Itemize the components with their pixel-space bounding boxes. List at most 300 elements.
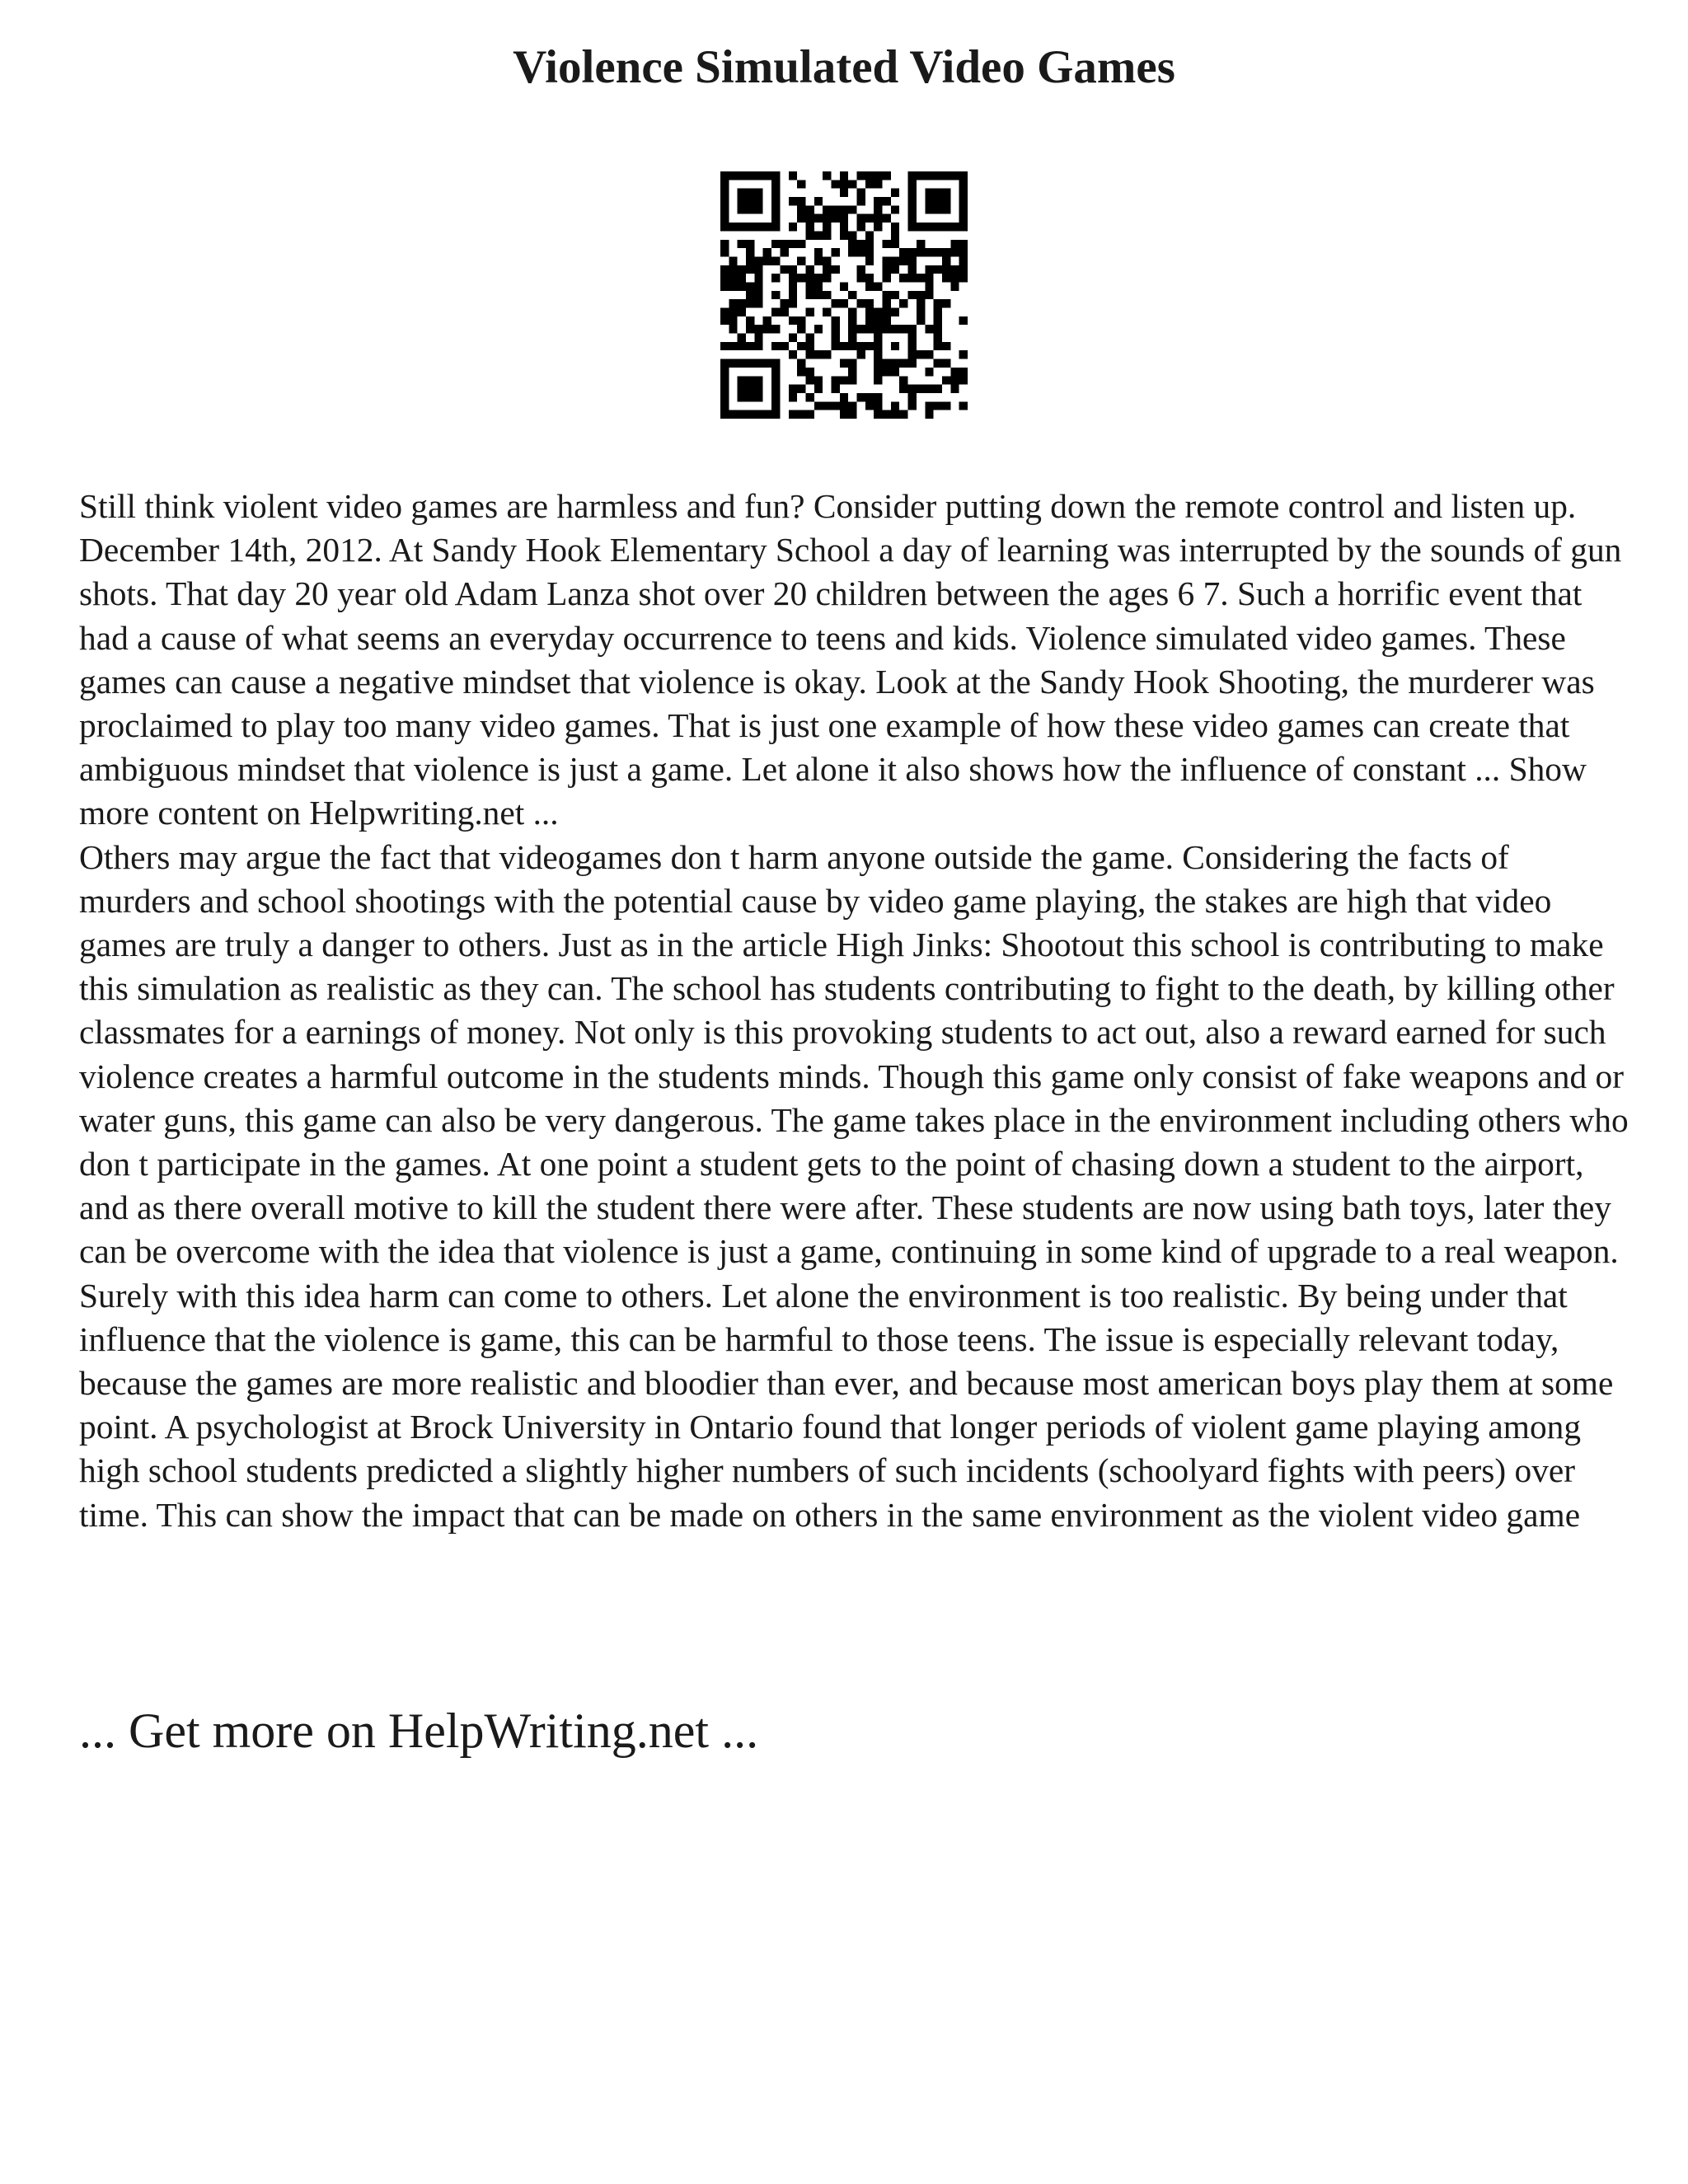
qr-module <box>950 240 959 248</box>
qr-module <box>874 180 882 188</box>
qr-module <box>959 256 968 265</box>
qr-module <box>857 240 865 248</box>
qr-module <box>805 265 814 274</box>
qr-module <box>840 401 848 410</box>
qr-module <box>840 180 848 188</box>
qr-module <box>729 342 737 350</box>
qr-module <box>814 282 823 290</box>
qr-module <box>917 240 925 248</box>
paragraph-main: Others may argue the fact that videogames don t harm anyone outside the game. Considering the facts of murders and school shootings with the potential cause by video game playing, the stakes are high that video games are truly a danger to others. Just as in the article High Jinks: Shootout this school is contributing to make this simulation as realistic as they can. The school has students contributing to fight to the death, by killing other classmates for a earnings of money. Not only is this provoking students to act out, also a reward earned for such violence creates a harmful outcome in the students minds. Though this game only consist of fake weapons and or water guns, this game can also be very dangerous. The game takes place in the environment including others who don t participate in the games. At one point a student gets to the point of chasing down a student to the airport, and as there overall motive to kill the student there were after. These students are now using bath toys, later they can be overcome with the idea that violence is just a game, continuing in some kind of upgrade to a real weapon. Surely with this idea harm can come to others. Let alone the environment is too realistic. By being under that influence that the violence is game, this can be harmful to those teens. The issue is especially relevant today, because the games are more realistic and bloodier than ever, and because most american boys play them at some point. A psychologist at Brock University in Ontario found that longer periods of violent game playing among high school students predicted a slightly higher numbers of such incidents (schoolyard fights with peers) over time. This can show the impact that can be made on others in the same environment as the violent video game <box>79 837 1629 1534</box>
qr-module <box>950 248 959 256</box>
qr-module <box>738 171 746 180</box>
qr-module <box>738 223 746 231</box>
qr-module <box>771 410 780 419</box>
qr-module <box>720 265 729 274</box>
qr-module <box>805 393 814 401</box>
qr-module <box>823 214 831 223</box>
qr-module <box>942 265 950 274</box>
qr-module <box>942 274 950 282</box>
qr-module <box>874 350 882 359</box>
qr-module <box>840 393 848 401</box>
qr-module <box>857 299 865 307</box>
qr-module <box>814 214 823 223</box>
qr-module <box>874 308 882 316</box>
qr-module <box>857 342 865 350</box>
qr-module <box>874 359 882 368</box>
qr-module <box>729 171 737 180</box>
qr-module <box>763 316 771 325</box>
qr-module <box>908 171 917 180</box>
qr-module <box>917 223 925 231</box>
qr-module <box>908 325 917 333</box>
qr-module <box>840 171 848 180</box>
paragraph-intro: Still think violent video games are harmless and fun? Consider putting down the remote control and listen up. December 14th, 2012. At Sandy Hook Elementary School a day of learning was interrupted by the sounds of gun shots. That day 20 year old Adam Lanza shot over 20 children between the ages 6 7. Such a horrific event that had a cause of what seems an everyday occurrence to teens and kids. Violence simulated video games. These games can cause a negative mindset that violence is okay. Look at the Sandy Hook Shooting, the murderer was proclaimed to play too many video games. That is just one example of how these video games can create that ambiguous mindset that violence is just a game. Let alone it also shows how the influence of constant ... Show more content on Helpwriting.net ... <box>79 487 1622 832</box>
qr-module <box>789 410 797 419</box>
qr-module <box>874 376 882 384</box>
qr-module <box>848 410 856 419</box>
qr-module <box>848 401 856 410</box>
qr-module <box>950 223 959 231</box>
qr-module <box>720 401 729 410</box>
qr-module <box>823 171 831 180</box>
qr-module <box>865 248 874 256</box>
qr-module <box>797 316 805 325</box>
qr-module <box>934 325 942 333</box>
qr-module <box>720 223 729 231</box>
qr-module <box>746 265 754 274</box>
qr-module <box>746 256 754 265</box>
qr-module <box>857 325 865 333</box>
qr-module <box>874 223 882 231</box>
qr-module <box>848 240 856 248</box>
qr-module <box>840 299 848 307</box>
qr-module <box>865 240 874 248</box>
qr-module <box>831 248 839 256</box>
qr-module <box>754 299 762 307</box>
qr-module <box>814 350 823 359</box>
qr-module <box>959 265 968 274</box>
qr-module <box>720 376 729 384</box>
qr-module <box>720 385 729 393</box>
qr-module <box>831 401 839 410</box>
qr-module <box>771 393 780 401</box>
qr-module <box>925 205 933 213</box>
qr-module <box>917 299 925 307</box>
qr-module <box>891 368 899 376</box>
qr-module <box>720 205 729 213</box>
qr-module <box>934 189 942 197</box>
qr-module <box>865 171 874 180</box>
qr-module <box>959 197 968 205</box>
qr-module <box>797 214 805 223</box>
qr-module <box>908 291 917 299</box>
qr-module <box>942 401 950 410</box>
qr-module <box>738 334 746 342</box>
qr-module <box>959 214 968 223</box>
qr-module <box>891 342 899 350</box>
qr-module <box>917 291 925 299</box>
qr-module <box>934 342 942 350</box>
qr-module <box>857 214 865 223</box>
qr-module <box>746 189 754 197</box>
qr-module <box>738 308 746 316</box>
qr-module <box>917 248 925 256</box>
qr-module <box>899 359 907 368</box>
qr-module <box>865 325 874 333</box>
qr-module <box>934 334 942 342</box>
qr-module <box>934 359 942 368</box>
qr-module <box>814 401 823 410</box>
qr-module <box>771 274 780 282</box>
qr-module <box>805 308 814 316</box>
qr-module <box>840 189 848 197</box>
qr-module <box>789 334 797 342</box>
qr-module <box>857 265 865 274</box>
qr-module <box>950 376 959 384</box>
qr-module <box>874 410 882 419</box>
qr-module <box>720 410 729 419</box>
qr-module <box>874 316 882 325</box>
qr-module <box>720 274 729 282</box>
qr-module <box>754 265 762 274</box>
qr-module <box>789 265 797 274</box>
qr-module <box>917 274 925 282</box>
qr-module <box>754 223 762 231</box>
qr-module <box>754 197 762 205</box>
qr-module <box>942 342 950 350</box>
qr-module <box>934 197 942 205</box>
qr-module <box>738 359 746 368</box>
qr-module <box>754 189 762 197</box>
qr-module <box>925 189 933 197</box>
qr-module <box>908 385 917 393</box>
qr-module <box>959 180 968 188</box>
qr-module <box>891 205 899 213</box>
qr-module <box>883 256 891 265</box>
qr-module <box>823 223 831 231</box>
qr-module <box>959 274 968 282</box>
qr-module <box>959 248 968 256</box>
qr-module <box>754 282 762 290</box>
qr-module <box>720 359 729 368</box>
qr-module <box>814 274 823 282</box>
qr-module <box>942 359 950 368</box>
qr-module <box>797 180 805 188</box>
qr-module <box>780 265 788 274</box>
qr-module <box>934 308 942 316</box>
qr-module <box>771 368 780 376</box>
qr-module <box>797 197 805 205</box>
qr-module <box>908 197 917 205</box>
qr-module <box>917 350 925 359</box>
qr-module <box>738 274 746 282</box>
qr-module <box>738 197 746 205</box>
qr-module <box>840 282 848 290</box>
qr-module <box>908 256 917 265</box>
qr-module <box>934 299 942 307</box>
qr-module <box>908 342 917 350</box>
qr-module <box>899 410 907 419</box>
qr-module <box>865 282 874 290</box>
qr-module <box>883 325 891 333</box>
qr-module <box>831 325 839 333</box>
qr-module <box>908 393 917 401</box>
qr-module <box>754 205 762 213</box>
qr-module <box>771 359 780 368</box>
qr-module <box>899 274 907 282</box>
qr-module <box>729 274 737 282</box>
qr-module <box>959 350 968 359</box>
qr-module <box>891 359 899 368</box>
qr-module <box>865 299 874 307</box>
qr-module <box>950 171 959 180</box>
qr-module <box>959 401 968 410</box>
qr-module <box>771 205 780 213</box>
qr-module <box>805 291 814 299</box>
qr-module <box>874 401 882 410</box>
qr-module <box>831 265 839 274</box>
qr-module <box>805 368 814 376</box>
qr-module <box>891 223 899 231</box>
qr-module <box>865 274 874 282</box>
qr-module <box>848 376 856 384</box>
qr-module <box>934 205 942 213</box>
qr-module <box>899 325 907 333</box>
qr-module <box>950 368 959 376</box>
qr-module <box>840 205 848 213</box>
qr-module <box>917 385 925 393</box>
qr-module <box>874 334 882 342</box>
qr-module <box>780 240 788 248</box>
qr-module <box>848 368 856 376</box>
qr-module <box>959 205 968 213</box>
qr-module <box>917 171 925 180</box>
qr-module <box>899 256 907 265</box>
qr-module <box>857 197 865 205</box>
qr-module <box>899 376 907 384</box>
qr-module <box>891 410 899 419</box>
qr-module <box>771 180 780 188</box>
qr-module <box>746 316 754 325</box>
qr-module <box>891 325 899 333</box>
qr-module <box>720 189 729 197</box>
qr-module <box>908 205 917 213</box>
qr-module <box>789 171 797 180</box>
qr-module <box>934 401 942 410</box>
qr-module <box>763 223 771 231</box>
qr-module <box>891 256 899 265</box>
qr-module <box>848 325 856 333</box>
article-body <box>79 485 1629 1537</box>
qr-module <box>959 368 968 376</box>
qr-module <box>865 401 874 410</box>
qr-module <box>917 316 925 325</box>
qr-module <box>934 316 942 325</box>
qr-module <box>908 334 917 342</box>
qr-module <box>746 205 754 213</box>
qr-module <box>729 410 737 419</box>
qr-module <box>917 308 925 316</box>
qr-module <box>883 240 891 248</box>
qr-module <box>925 197 933 205</box>
qr-module <box>950 274 959 282</box>
qr-module <box>857 248 865 256</box>
qr-module <box>865 256 874 265</box>
qr-module <box>942 197 950 205</box>
qr-module <box>874 197 882 205</box>
qr-module <box>883 197 891 205</box>
qr-module <box>883 291 891 299</box>
qr-module <box>720 171 729 180</box>
qr-module <box>823 265 831 274</box>
qr-module <box>738 393 746 401</box>
qr-module <box>720 316 729 325</box>
qr-module <box>925 385 933 393</box>
qr-module <box>925 350 933 359</box>
qr-module <box>754 274 762 282</box>
qr-module <box>805 410 814 419</box>
qr-module <box>823 231 831 239</box>
qr-module <box>729 325 737 333</box>
qr-module <box>857 393 865 401</box>
qr-module <box>831 316 839 325</box>
qr-module <box>797 410 805 419</box>
qr-module <box>891 231 899 239</box>
qr-module <box>874 214 882 223</box>
qr-module <box>789 291 797 299</box>
qr-module <box>771 214 780 223</box>
qr-module <box>857 189 865 197</box>
qr-module <box>789 197 797 205</box>
qr-module <box>874 205 882 213</box>
qr-module <box>814 256 823 265</box>
qr-module <box>746 393 754 401</box>
qr-module <box>797 274 805 282</box>
qr-module <box>823 350 831 359</box>
qr-module <box>805 282 814 290</box>
qr-module <box>789 299 797 307</box>
qr-module <box>805 376 814 384</box>
qr-module <box>925 171 933 180</box>
qr-module <box>746 342 754 350</box>
qr-module <box>771 376 780 384</box>
qr-module <box>797 359 805 368</box>
qr-module <box>883 359 891 368</box>
qr-module <box>857 171 865 180</box>
qr-module <box>789 316 797 325</box>
qr-module <box>883 316 891 325</box>
qr-module <box>754 171 762 180</box>
qr-module <box>754 410 762 419</box>
qr-module <box>950 385 959 393</box>
get-more-link[interactable]: ... Get more on HelpWriting.net ... <box>79 1704 759 1758</box>
qr-module <box>891 265 899 274</box>
qr-module <box>908 274 917 282</box>
qr-module <box>746 240 754 248</box>
qr-module <box>865 342 874 350</box>
qr-module <box>883 214 891 223</box>
qr-module <box>763 359 771 368</box>
qr-module <box>823 274 831 282</box>
qr-module <box>771 401 780 410</box>
qr-module <box>746 282 754 290</box>
qr-module <box>720 368 729 376</box>
qr-module <box>720 240 729 248</box>
qr-module <box>814 385 823 393</box>
qr-module <box>729 308 737 316</box>
qr-module <box>780 248 788 256</box>
qr-module <box>780 342 788 350</box>
qr-module <box>891 291 899 299</box>
qr-module <box>746 291 754 299</box>
qr-module <box>857 350 865 359</box>
qr-module <box>942 248 950 256</box>
qr-module <box>771 291 780 299</box>
qr-module <box>805 214 814 223</box>
qr-module <box>789 282 797 290</box>
qr-module <box>831 180 839 188</box>
qr-module <box>805 205 814 213</box>
qr-module <box>925 410 933 419</box>
qr-module <box>883 308 891 316</box>
qr-module <box>848 308 856 316</box>
qr-module <box>848 291 856 299</box>
qr-module <box>925 248 933 256</box>
qr-module <box>763 325 771 333</box>
qr-module <box>729 282 737 290</box>
qr-module <box>925 223 933 231</box>
qr-module <box>823 401 831 410</box>
qr-module <box>831 385 839 393</box>
qr-module <box>959 223 968 231</box>
qr-module <box>754 325 762 333</box>
page-title: Violence Simulated Video Games <box>513 41 1175 93</box>
qr-module <box>925 401 933 410</box>
qr-module <box>797 385 805 393</box>
qr-module <box>925 274 933 282</box>
qr-module <box>883 265 891 274</box>
qr-module <box>934 248 942 256</box>
qr-module <box>771 385 780 393</box>
qr-module <box>959 171 968 180</box>
qr-module <box>780 308 788 316</box>
qr-module <box>831 299 839 307</box>
qr-module <box>738 265 746 274</box>
qr-module <box>950 282 959 290</box>
qr-module <box>908 401 917 410</box>
qr-module <box>771 325 780 333</box>
qr-module <box>840 410 848 419</box>
qr-module <box>746 325 754 333</box>
qr-module <box>840 342 848 350</box>
qr-module <box>899 385 907 393</box>
qr-module <box>797 342 805 350</box>
qr-module <box>840 376 848 384</box>
qr-module <box>959 316 968 325</box>
qr-module <box>805 334 814 342</box>
qr-module <box>797 256 805 265</box>
qr-module <box>738 385 746 393</box>
qr-module <box>831 334 839 342</box>
qr-module <box>942 171 950 180</box>
qr-module <box>959 376 968 384</box>
qr-module <box>746 223 754 231</box>
qr-module <box>874 171 882 180</box>
qr-module <box>925 368 933 376</box>
qr-module <box>908 223 917 231</box>
qr-module <box>746 299 754 307</box>
qr-module <box>754 256 762 265</box>
